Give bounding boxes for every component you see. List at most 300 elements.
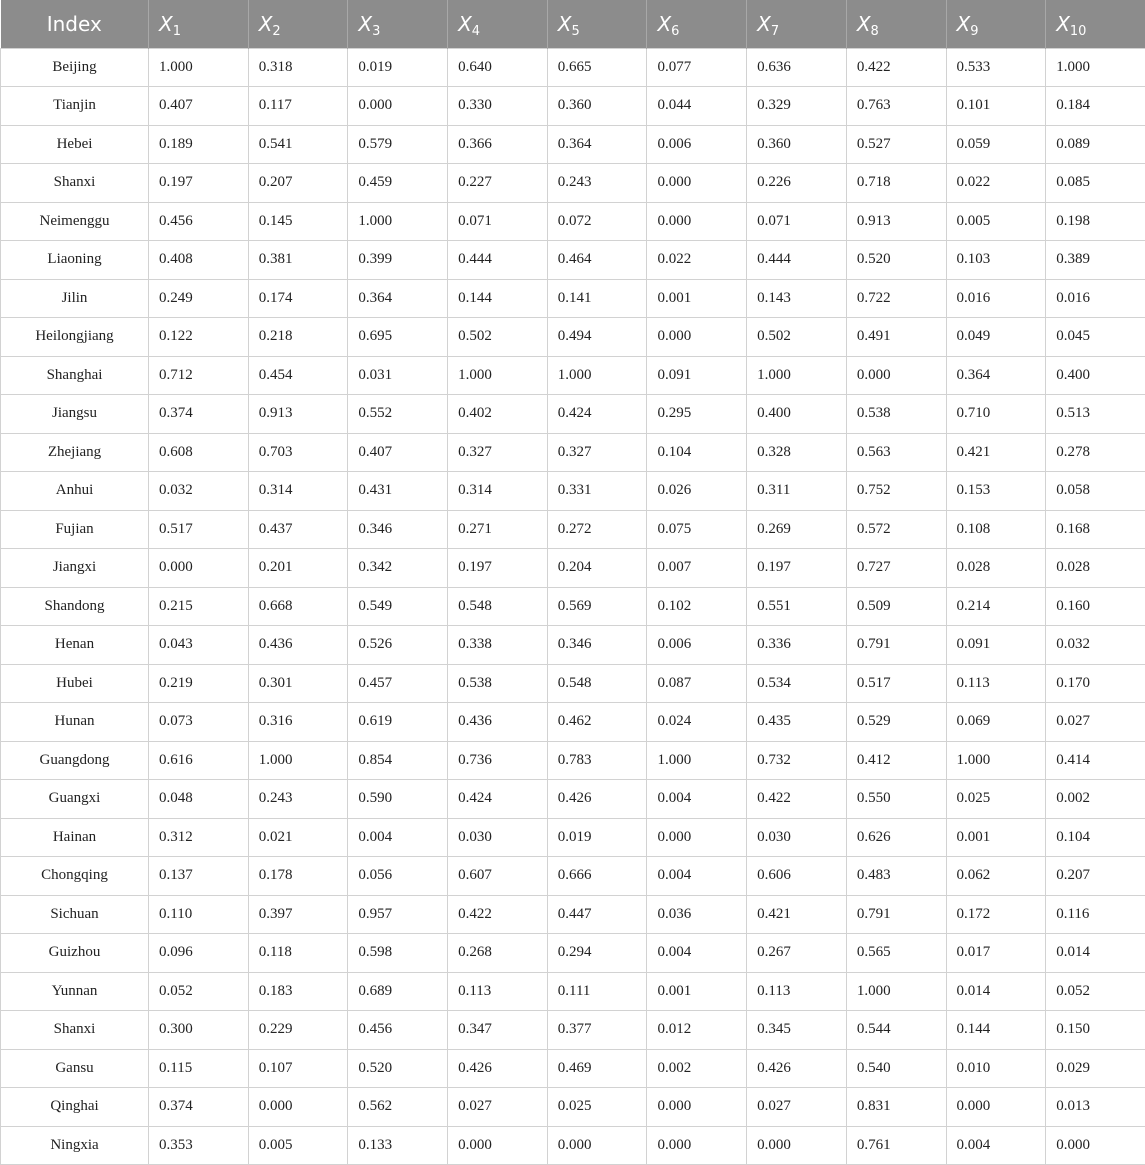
value-cell: 0.207	[248, 164, 348, 203]
value-cell: 0.426	[448, 1049, 548, 1088]
value-cell: 0.016	[946, 279, 1046, 318]
region-name-cell: Beijing	[1, 48, 149, 87]
value-cell: 0.091	[946, 626, 1046, 665]
table-row	[1, 279, 1145, 318]
value-cell: 0.400	[747, 395, 847, 434]
table-row	[1, 125, 1145, 164]
value-cell: 0.548	[448, 587, 548, 626]
value-cell: 0.000	[946, 1088, 1046, 1127]
region-name-cell: Shanghai	[1, 356, 149, 395]
value-cell: 0.710	[946, 395, 1046, 434]
value-cell: 0.118	[248, 934, 348, 973]
value-cell: 0.004	[647, 857, 747, 896]
value-cell: 0.831	[846, 1088, 946, 1127]
value-cell: 0.115	[149, 1049, 249, 1088]
value-cell: 0.444	[448, 241, 548, 280]
value-cell: 0.001	[647, 279, 747, 318]
value-cell: 1.000	[846, 972, 946, 1011]
variable-letter: X	[159, 12, 173, 36]
value-cell: 0.091	[647, 356, 747, 395]
table-row	[1, 703, 1145, 742]
value-cell: 0.104	[647, 433, 747, 472]
value-cell: 0.295	[647, 395, 747, 434]
value-cell: 0.424	[448, 780, 548, 819]
value-cell: 0.318	[248, 48, 348, 87]
index-column-header: Index	[1, 0, 149, 48]
value-cell: 0.314	[248, 472, 348, 511]
table-row	[1, 626, 1145, 665]
value-cell: 0.569	[547, 587, 647, 626]
value-cell: 0.019	[348, 48, 448, 87]
value-cell: 0.087	[647, 664, 747, 703]
region-name-cell: Henan	[1, 626, 149, 665]
value-cell: 0.137	[149, 857, 249, 896]
value-cell: 0.000	[647, 164, 747, 203]
value-cell: 0.791	[846, 626, 946, 665]
value-cell: 0.000	[647, 318, 747, 357]
value-cell: 0.761	[846, 1126, 946, 1165]
value-cell: 0.300	[149, 1011, 249, 1050]
value-cell: 0.722	[846, 279, 946, 318]
value-cell: 0.027	[448, 1088, 548, 1127]
value-cell: 0.101	[946, 87, 1046, 126]
value-cell: 0.197	[448, 549, 548, 588]
value-cell: 0.000	[348, 87, 448, 126]
value-cell: 0.024	[647, 703, 747, 742]
variable-subscript: 9	[970, 24, 978, 39]
value-cell: 0.444	[747, 241, 847, 280]
value-cell: 0.144	[448, 279, 548, 318]
value-cell: 0.049	[946, 318, 1046, 357]
value-cell: 0.619	[348, 703, 448, 742]
value-cell: 0.045	[1046, 318, 1145, 357]
value-cell: 0.312	[149, 818, 249, 857]
value-cell: 0.143	[747, 279, 847, 318]
value-cell: 0.913	[248, 395, 348, 434]
value-cell: 0.572	[846, 510, 946, 549]
value-cell: 0.144	[946, 1011, 1046, 1050]
region-name-cell: Hainan	[1, 818, 149, 857]
value-cell: 0.854	[348, 741, 448, 780]
variable-column-header	[846, 0, 946, 48]
value-cell: 0.174	[248, 279, 348, 318]
value-cell: 0.565	[846, 934, 946, 973]
value-cell: 0.010	[946, 1049, 1046, 1088]
value-cell: 0.360	[547, 87, 647, 126]
value-cell: 0.544	[846, 1011, 946, 1050]
value-cell: 0.331	[547, 472, 647, 511]
value-cell: 0.030	[448, 818, 548, 857]
value-cell: 0.207	[1046, 857, 1145, 896]
value-cell: 0.311	[747, 472, 847, 511]
variable-subscript: 3	[372, 24, 380, 39]
value-cell: 0.517	[149, 510, 249, 549]
value-cell: 1.000	[647, 741, 747, 780]
value-cell: 0.004	[946, 1126, 1046, 1165]
region-name-cell: Shandong	[1, 587, 149, 626]
value-cell: 0.538	[846, 395, 946, 434]
value-cell: 0.533	[946, 48, 1046, 87]
table-row	[1, 780, 1145, 819]
value-cell: 0.727	[846, 549, 946, 588]
value-cell: 0.001	[946, 818, 1046, 857]
value-cell: 0.494	[547, 318, 647, 357]
value-cell: 0.703	[248, 433, 348, 472]
value-cell: 1.000	[747, 356, 847, 395]
table-header	[1, 0, 1145, 48]
variable-subscript: 6	[671, 24, 679, 39]
value-cell: 0.665	[547, 48, 647, 87]
value-cell: 0.272	[547, 510, 647, 549]
value-cell: 0.111	[547, 972, 647, 1011]
value-cell: 0.062	[946, 857, 1046, 896]
region-name-cell: Guangxi	[1, 780, 149, 819]
value-cell: 0.424	[547, 395, 647, 434]
value-cell: 0.364	[348, 279, 448, 318]
value-cell: 0.399	[348, 241, 448, 280]
value-cell: 0.089	[1046, 125, 1145, 164]
value-cell: 0.552	[348, 395, 448, 434]
value-cell: 0.021	[248, 818, 348, 857]
value-cell: 0.529	[846, 703, 946, 742]
value-cell: 0.103	[946, 241, 1046, 280]
value-cell: 0.004	[647, 934, 747, 973]
value-cell: 0.294	[547, 934, 647, 973]
value-cell: 0.145	[248, 202, 348, 241]
region-name-cell: Yunnan	[1, 972, 149, 1011]
variable-column-header	[248, 0, 348, 48]
value-cell: 0.447	[547, 895, 647, 934]
variable-column-header	[448, 0, 548, 48]
value-cell: 0.538	[448, 664, 548, 703]
value-cell: 0.412	[846, 741, 946, 780]
value-cell: 0.336	[747, 626, 847, 665]
variable-letter: X	[458, 12, 472, 36]
value-cell: 0.389	[1046, 241, 1145, 280]
value-cell: 0.000	[647, 1126, 747, 1165]
value-cell: 0.426	[547, 780, 647, 819]
table-row	[1, 587, 1145, 626]
variable-column-header	[647, 0, 747, 48]
value-cell: 0.590	[348, 780, 448, 819]
value-cell: 0.608	[149, 433, 249, 472]
value-cell: 0.075	[647, 510, 747, 549]
table-row	[1, 48, 1145, 87]
value-cell: 0.353	[149, 1126, 249, 1165]
variable-letter: X	[1056, 12, 1070, 36]
region-name-cell: Hunan	[1, 703, 149, 742]
value-cell: 0.328	[747, 433, 847, 472]
value-cell: 0.022	[647, 241, 747, 280]
table-row	[1, 549, 1145, 588]
value-cell: 0.110	[149, 895, 249, 934]
table-row	[1, 1088, 1145, 1127]
value-cell: 0.058	[1046, 472, 1145, 511]
value-cell: 1.000	[348, 202, 448, 241]
region-name-cell: Jilin	[1, 279, 149, 318]
value-cell: 0.271	[448, 510, 548, 549]
value-cell: 0.540	[846, 1049, 946, 1088]
value-cell: 0.178	[248, 857, 348, 896]
variable-letter: X	[358, 12, 372, 36]
region-name-cell: Hebei	[1, 125, 149, 164]
value-cell: 0.520	[348, 1049, 448, 1088]
value-cell: 0.267	[747, 934, 847, 973]
table-row	[1, 857, 1145, 896]
region-name-cell: Gansu	[1, 1049, 149, 1088]
value-cell: 0.000	[647, 818, 747, 857]
value-cell: 0.172	[946, 895, 1046, 934]
value-cell: 0.400	[1046, 356, 1145, 395]
value-cell: 0.360	[747, 125, 847, 164]
value-cell: 0.534	[747, 664, 847, 703]
variable-letter: X	[757, 12, 771, 36]
value-cell: 0.133	[348, 1126, 448, 1165]
value-cell: 1.000	[1046, 48, 1145, 87]
value-cell: 0.004	[348, 818, 448, 857]
variable-column-header	[946, 0, 1046, 48]
region-name-cell: Shanxi	[1, 1011, 149, 1050]
variable-column-header	[348, 0, 448, 48]
value-cell: 0.483	[846, 857, 946, 896]
value-cell: 0.219	[149, 664, 249, 703]
value-cell: 0.000	[547, 1126, 647, 1165]
value-cell: 1.000	[149, 48, 249, 87]
table-row	[1, 356, 1145, 395]
value-cell: 0.436	[248, 626, 348, 665]
value-cell: 0.381	[248, 241, 348, 280]
value-cell: 0.752	[846, 472, 946, 511]
region-name-cell: Zhejiang	[1, 433, 149, 472]
value-cell: 0.006	[647, 125, 747, 164]
value-cell: 0.783	[547, 741, 647, 780]
value-cell: 0.346	[348, 510, 448, 549]
value-cell: 0.069	[946, 703, 1046, 742]
value-cell: 0.338	[448, 626, 548, 665]
value-cell: 0.695	[348, 318, 448, 357]
value-cell: 0.005	[248, 1126, 348, 1165]
value-cell: 0.000	[448, 1126, 548, 1165]
value-cell: 0.019	[547, 818, 647, 857]
value-cell: 0.183	[248, 972, 348, 1011]
region-name-cell: Jiangxi	[1, 549, 149, 588]
value-cell: 0.606	[747, 857, 847, 896]
value-cell: 0.108	[946, 510, 1046, 549]
value-cell: 0.014	[946, 972, 1046, 1011]
value-cell: 0.456	[149, 202, 249, 241]
value-cell: 0.957	[348, 895, 448, 934]
region-name-cell: Fujian	[1, 510, 149, 549]
value-cell: 0.227	[448, 164, 548, 203]
region-name-cell: Qinghai	[1, 1088, 149, 1127]
value-cell: 0.301	[248, 664, 348, 703]
value-cell: 0.000	[846, 356, 946, 395]
value-cell: 0.763	[846, 87, 946, 126]
variable-subscript: 4	[472, 24, 480, 39]
value-cell: 0.184	[1046, 87, 1145, 126]
value-cell: 0.374	[149, 1088, 249, 1127]
value-cell: 0.421	[946, 433, 1046, 472]
value-cell: 0.077	[647, 48, 747, 87]
value-cell: 0.116	[1046, 895, 1145, 934]
variable-column-header	[149, 0, 249, 48]
value-cell: 0.402	[448, 395, 548, 434]
region-name-cell: Neimenggu	[1, 202, 149, 241]
variable-letter: X	[857, 12, 871, 36]
variable-subscript: 7	[771, 24, 779, 39]
value-cell: 0.044	[647, 87, 747, 126]
value-cell: 0.616	[149, 741, 249, 780]
value-cell: 0.002	[1046, 780, 1145, 819]
value-cell: 0.122	[149, 318, 249, 357]
header-row	[1, 0, 1145, 48]
value-cell: 0.229	[248, 1011, 348, 1050]
value-cell: 0.113	[448, 972, 548, 1011]
value-cell: 0.001	[647, 972, 747, 1011]
value-cell: 0.026	[647, 472, 747, 511]
table-row	[1, 202, 1145, 241]
value-cell: 0.422	[747, 780, 847, 819]
value-cell: 0.160	[1046, 587, 1145, 626]
value-cell: 0.204	[547, 549, 647, 588]
table-row	[1, 741, 1145, 780]
value-cell: 0.278	[1046, 433, 1145, 472]
value-cell: 0.141	[547, 279, 647, 318]
value-cell: 0.170	[1046, 664, 1145, 703]
table-row	[1, 472, 1145, 511]
value-cell: 0.517	[846, 664, 946, 703]
table-row	[1, 164, 1145, 203]
value-cell: 0.000	[1046, 1126, 1145, 1165]
value-cell: 0.107	[248, 1049, 348, 1088]
value-cell: 0.113	[946, 664, 1046, 703]
value-cell: 0.327	[448, 433, 548, 472]
value-cell: 0.215	[149, 587, 249, 626]
value-cell: 0.072	[547, 202, 647, 241]
variable-letter: X	[558, 12, 572, 36]
value-cell: 0.346	[547, 626, 647, 665]
value-cell: 0.117	[248, 87, 348, 126]
value-cell: 0.563	[846, 433, 946, 472]
variable-letter: X	[957, 12, 971, 36]
table-row	[1, 433, 1145, 472]
value-cell: 0.548	[547, 664, 647, 703]
value-cell: 0.666	[547, 857, 647, 896]
value-cell: 0.214	[946, 587, 1046, 626]
value-cell: 0.218	[248, 318, 348, 357]
value-cell: 0.364	[946, 356, 1046, 395]
variable-subscript: 10	[1070, 24, 1087, 39]
value-cell: 0.071	[448, 202, 548, 241]
value-cell: 0.436	[448, 703, 548, 742]
value-cell: 0.347	[448, 1011, 548, 1050]
table-row	[1, 510, 1145, 549]
variable-column-header	[547, 0, 647, 48]
table-body	[1, 48, 1145, 1165]
region-name-cell: Chongqing	[1, 857, 149, 896]
value-cell: 0.454	[248, 356, 348, 395]
value-cell: 0.551	[747, 587, 847, 626]
variable-letter: X	[259, 12, 273, 36]
value-cell: 0.000	[647, 202, 747, 241]
value-cell: 0.366	[448, 125, 548, 164]
region-name-cell: Guizhou	[1, 934, 149, 973]
value-cell: 0.002	[647, 1049, 747, 1088]
value-cell: 0.071	[747, 202, 847, 241]
value-cell: 0.422	[846, 48, 946, 87]
value-cell: 0.043	[149, 626, 249, 665]
value-cell: 0.056	[348, 857, 448, 896]
value-cell: 0.626	[846, 818, 946, 857]
value-cell: 0.462	[547, 703, 647, 742]
value-cell: 0.025	[547, 1088, 647, 1127]
region-name-cell: Sichuan	[1, 895, 149, 934]
value-cell: 0.007	[647, 549, 747, 588]
value-cell: 0.197	[747, 549, 847, 588]
value-cell: 0.457	[348, 664, 448, 703]
value-cell: 0.509	[846, 587, 946, 626]
value-cell: 0.022	[946, 164, 1046, 203]
variable-subscript: 5	[571, 24, 579, 39]
value-cell: 0.364	[547, 125, 647, 164]
value-cell: 0.025	[946, 780, 1046, 819]
value-cell: 0.113	[747, 972, 847, 1011]
value-cell: 0.096	[149, 934, 249, 973]
value-cell: 1.000	[248, 741, 348, 780]
table-row	[1, 1011, 1145, 1050]
value-cell: 0.268	[448, 934, 548, 973]
value-cell: 0.464	[547, 241, 647, 280]
variable-column-header	[747, 0, 847, 48]
value-cell: 1.000	[448, 356, 548, 395]
value-cell: 0.421	[747, 895, 847, 934]
value-cell: 0.408	[149, 241, 249, 280]
value-cell: 0.736	[448, 741, 548, 780]
value-cell: 0.028	[946, 549, 1046, 588]
region-name-cell: Shanxi	[1, 164, 149, 203]
value-cell: 0.459	[348, 164, 448, 203]
value-cell: 0.005	[946, 202, 1046, 241]
value-cell: 0.201	[248, 549, 348, 588]
value-cell: 0.085	[1046, 164, 1145, 203]
value-cell: 0.422	[448, 895, 548, 934]
value-cell: 0.426	[747, 1049, 847, 1088]
value-cell: 0.168	[1046, 510, 1145, 549]
region-name-cell: Heilongjiang	[1, 318, 149, 357]
value-cell: 0.562	[348, 1088, 448, 1127]
table-row	[1, 318, 1145, 357]
value-cell: 1.000	[946, 741, 1046, 780]
value-cell: 0.374	[149, 395, 249, 434]
value-cell: 0.052	[1046, 972, 1145, 1011]
value-cell: 0.712	[149, 356, 249, 395]
value-cell: 0.491	[846, 318, 946, 357]
value-cell: 0.198	[1046, 202, 1145, 241]
value-cell: 0.502	[448, 318, 548, 357]
value-cell: 0.598	[348, 934, 448, 973]
value-cell: 0.407	[348, 433, 448, 472]
value-cell: 0.549	[348, 587, 448, 626]
value-cell: 0.526	[348, 626, 448, 665]
value-cell: 0.327	[547, 433, 647, 472]
value-cell: 0.243	[248, 780, 348, 819]
value-cell: 0.016	[1046, 279, 1145, 318]
value-cell: 0.640	[448, 48, 548, 87]
table-row	[1, 241, 1145, 280]
value-cell: 0.342	[348, 549, 448, 588]
value-cell: 0.059	[946, 125, 1046, 164]
value-cell: 0.397	[248, 895, 348, 934]
